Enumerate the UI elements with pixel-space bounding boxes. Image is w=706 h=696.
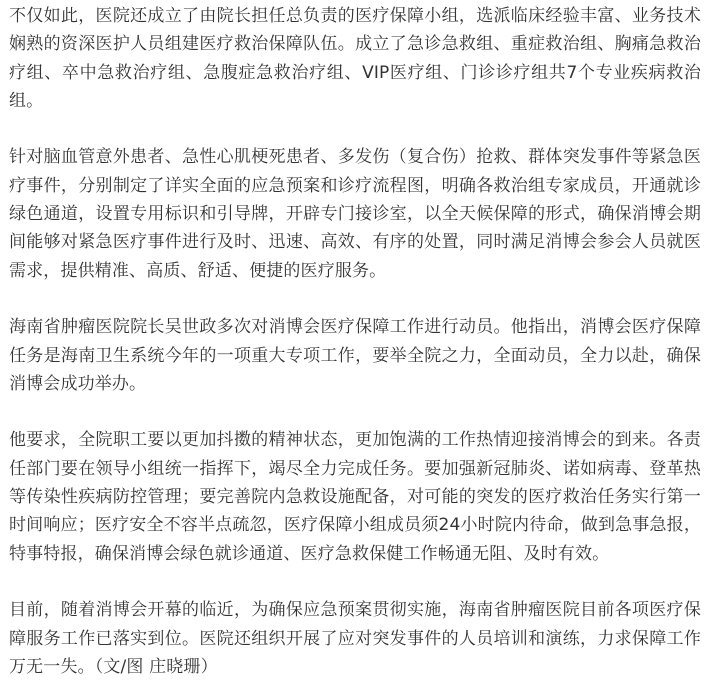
paragraph-medical-team: 不仅如此，医院还成立了由院长担任总负责的医疗保障小组，选派临床经验丰富、业务技术娴熟的资深医护人员组建医疗救治保障队伍。成立了急诊急救组、重症救治组、胸痛急救治疗组、卒中急救治疗组、急腹症急救治疗组、VIP医疗组、门诊诊疗组共7个专业疾病救治组。	[9, 6, 701, 111]
article-body	[9, 2, 701, 681]
paragraph-emergency-plans: 针对脑血管意外患者、急性心肌梗死患者、多发伤（复合伤）抢救、群体突发事件等紧急医疗事件，分别制定了详实全面的应急预案和诊疗流程图，明确各救治组专家成员，开通就诊绿色通道，设置专用标识和引导牌，开辟专门接诊室，以全天候保障的形式，确保消博会期间能够对紧急医疗事件进行及时、迅速、高效、有序的处置，同时满足消博会参会人员就医需求，提供精准、高质、舒适、便捷的医疗服务。	[9, 147, 701, 281]
paragraph-director-mobilization: 海南省肿瘤医院院长吴世政多次对消博会医疗保障工作进行动员。他指出，消博会医疗保障任务是海南卫生系统今年的一项重大专项工作，要举全院之力，全面动员，全力以赴，确保消博会成功举办。	[9, 317, 701, 394]
paragraph-current-status: 目前，随着消博会开幕的临近，为确保应急预案贯彻实施，海南省肿瘤医院目前各项医疗保障服务工作已落实到位。医院还组织开展了应对突发事件的人员培训和演练，力求保障工作万无一失。（文/图 庄晓珊）	[9, 600, 701, 677]
paragraph-requirements: 他要求，全院职工要以更加抖擞的精神状态，更加饱满的工作热情迎接消博会的到来。各责任部门要在领导小组统一指挥下，竭尽全力完成任务。要加强新冠肺炎、诺如病毒、登革热等传染性疾病防控管理；要完善院内急救设施配备，对可能的突发的医疗救治任务实行第一时间响应；医疗安全不容半点疏忽，医疗保障小组成员须24小时院内待命，做到急事急报，特事特报，确保消博会绿色就诊通道、医疗急救保健工作畅通无阻、及时有效。	[9, 430, 701, 564]
